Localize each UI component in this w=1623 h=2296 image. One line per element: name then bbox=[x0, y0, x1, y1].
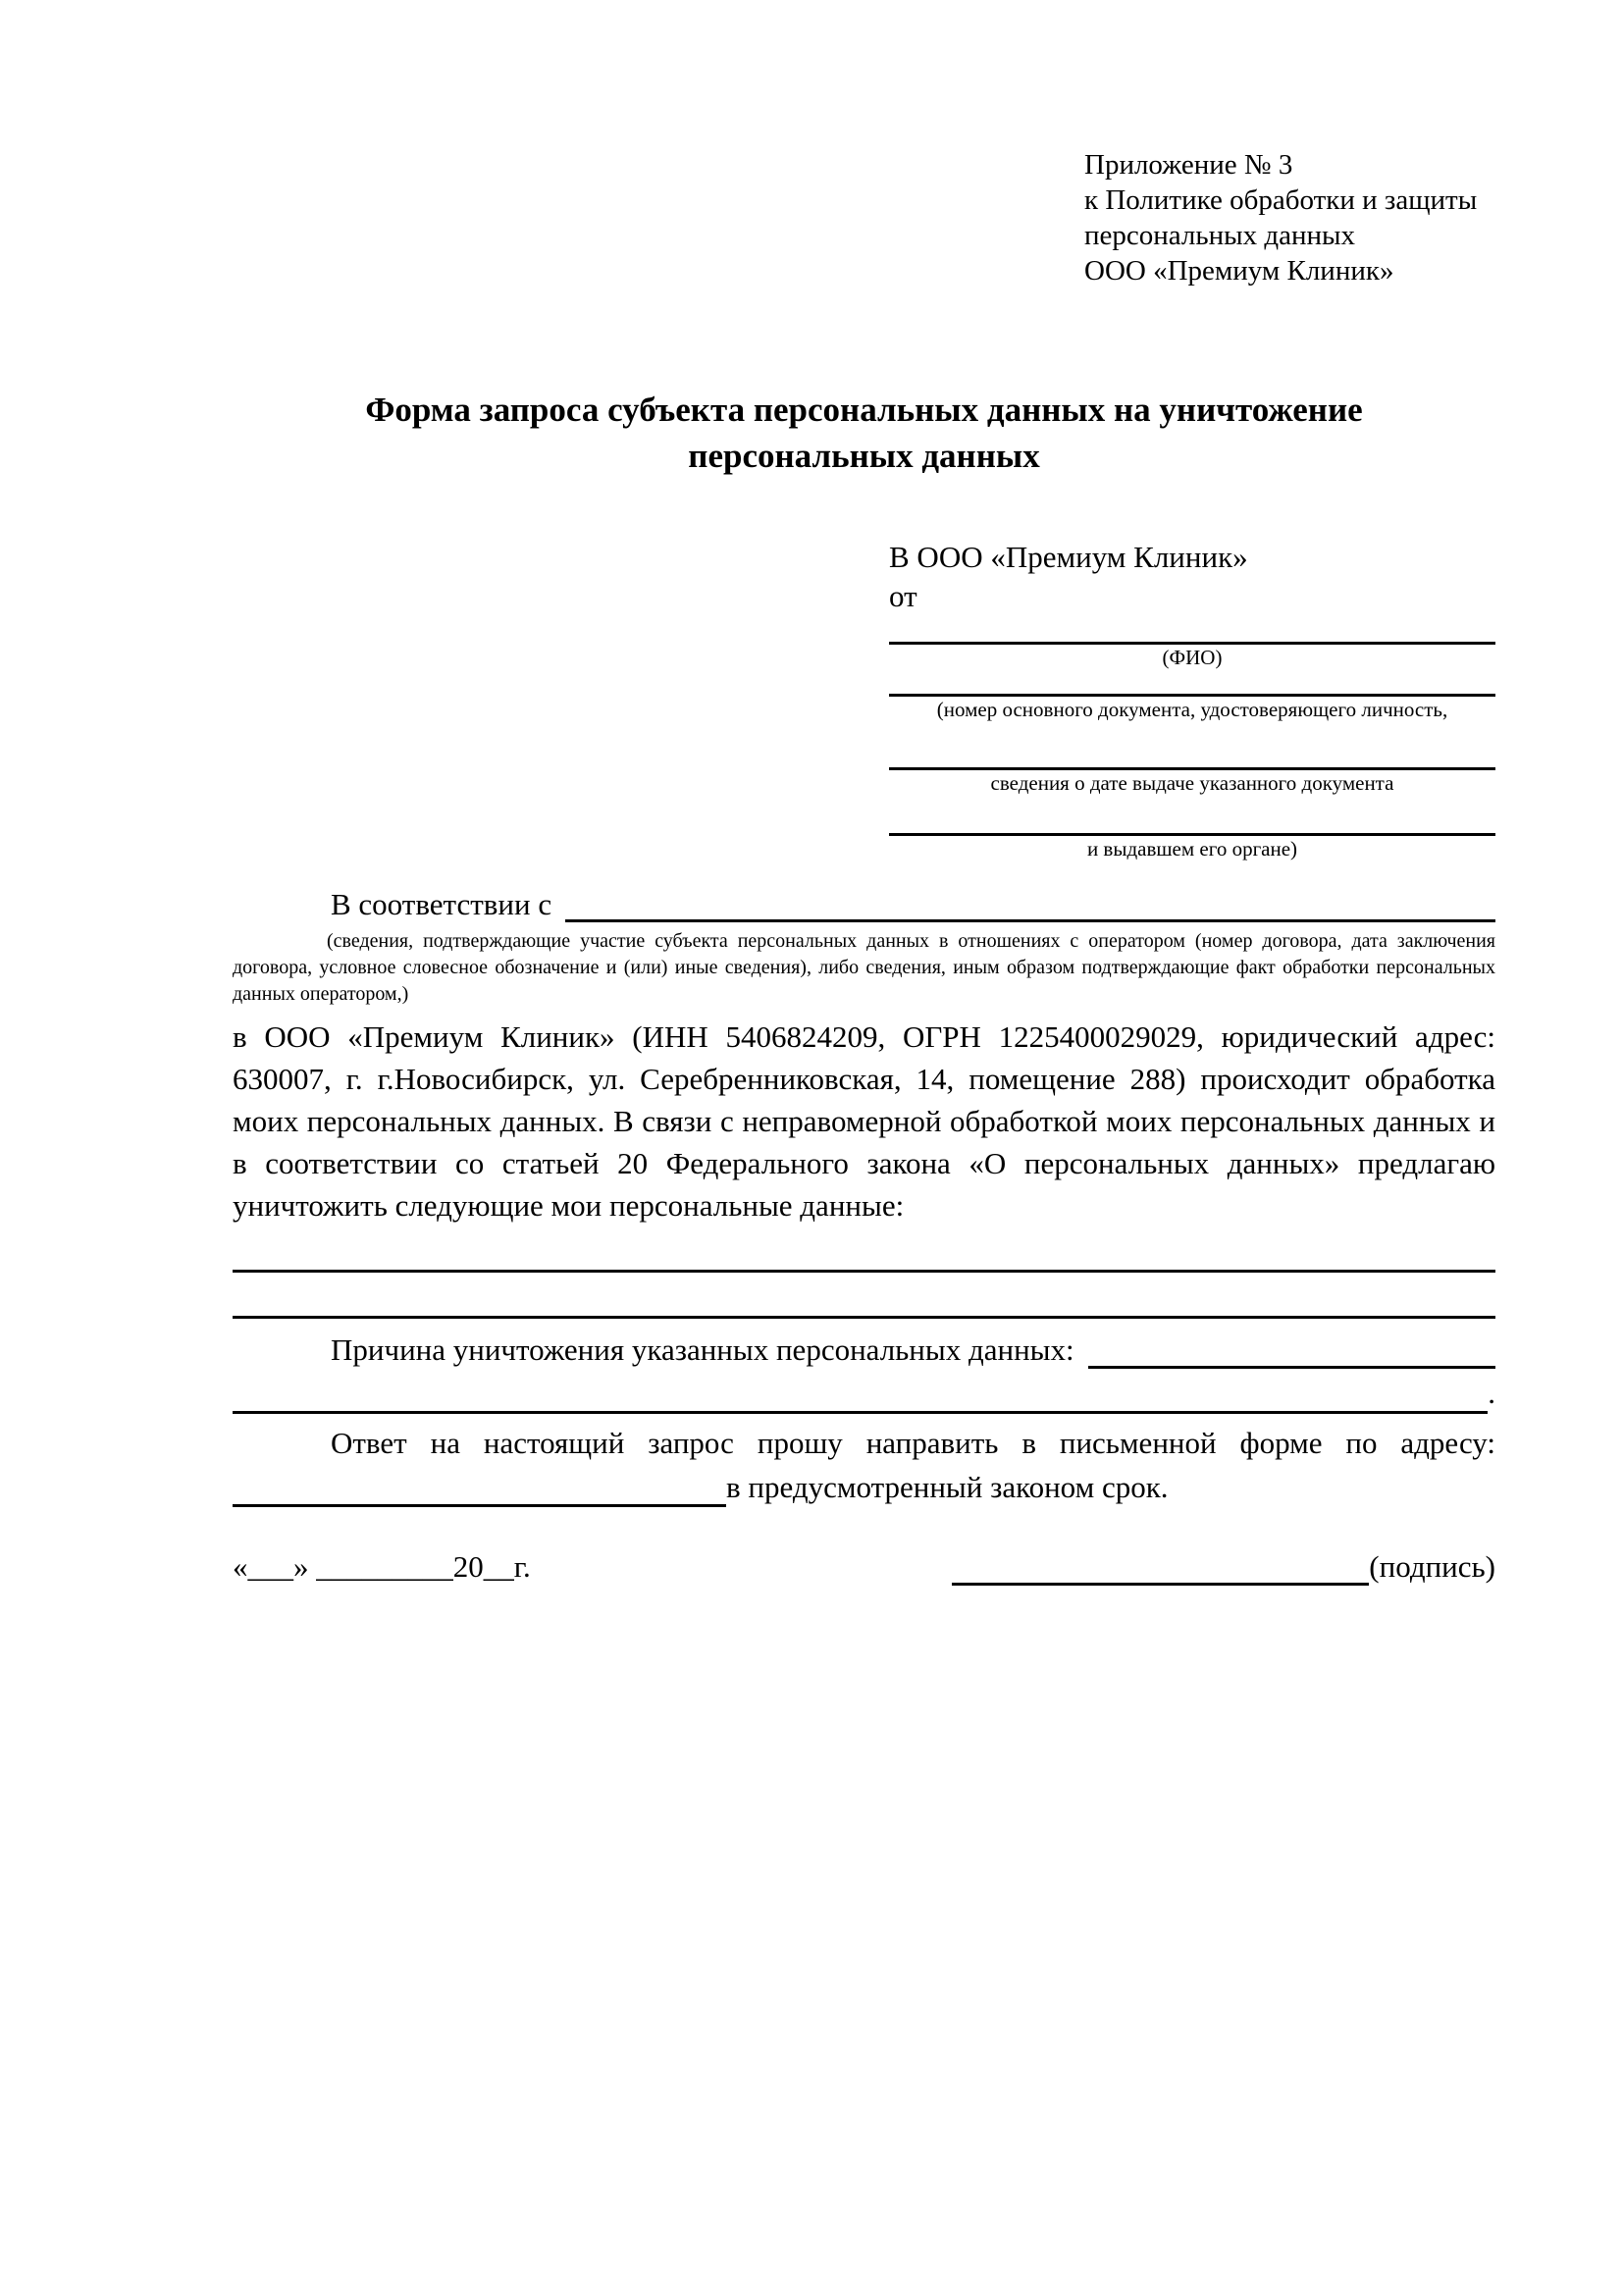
reason-label: Причина уничтожения указанных персональных данных: bbox=[331, 1332, 1074, 1367]
appendix-line-2: к Политике обработки и защиты bbox=[1084, 184, 1478, 216]
document-title: Форма запроса субъекта персональных данных на уничтожение персональных данных bbox=[365, 391, 1363, 475]
date-line[interactable]: «___» _________20__г. bbox=[233, 1549, 531, 1584]
document-number-caption: (номер основного документа, удостоверяющего личность, bbox=[936, 698, 1448, 721]
issuing-authority-caption: и выдавшем его органе) bbox=[1086, 837, 1298, 861]
reason-terminator: . bbox=[1488, 1376, 1495, 1410]
reason-row bbox=[233, 1329, 1495, 1371]
fio-caption: (ФИО) bbox=[1162, 646, 1223, 669]
reason-input-line[interactable] bbox=[1088, 1366, 1495, 1369]
addressee-from-label: от bbox=[889, 579, 917, 613]
signature-caption: (подпись) bbox=[1369, 1549, 1495, 1584]
issuing-authority-input-line[interactable] bbox=[889, 796, 1495, 836]
accordance-note: (сведения, подтверждающие участие субъекта персональных данных в отношениях с оператором (номер договора, дата заключения договора, условное словесное обозначение и (или) иные сведения), либо сведения, иным образом подтверждающие факт обработки персональных данных оператором,) bbox=[233, 930, 1495, 1005]
reason-input-line-2[interactable] bbox=[233, 1411, 1488, 1414]
main-paragraph: в ООО «Премиум Клиник» (ИНН 5406824209, ОГРН 1225400029029, юридический адрес: 630007, г. г.Новосибирск, ул. Серебренниковская, 14, помещение 288) происходит обработка моих персональных данных. В связи с неправомерной обработкой моих персональных данных и в соответствии со статьей 20 Федерального закона «О персональных данных» предлагаю уничтожить следующие мои персональные данные: bbox=[233, 1019, 1495, 1223]
response-tail: в предусмотренный законом срок. bbox=[726, 1470, 1169, 1504]
accordance-label: В соответствии с bbox=[331, 887, 552, 921]
signature-input-line[interactable] bbox=[952, 1583, 1369, 1586]
addressee-block bbox=[889, 538, 1495, 861]
date-signature-row bbox=[233, 1546, 1495, 1588]
reason-continuation-row bbox=[233, 1371, 1495, 1416]
fio-input-line[interactable] bbox=[889, 616, 1495, 645]
appendix-line-3: персональных данных bbox=[1084, 220, 1356, 251]
personal-data-input-line-1[interactable] bbox=[233, 1226, 1495, 1273]
appendix-line-1: Приложение № 3 bbox=[1084, 149, 1293, 181]
address-input-line[interactable] bbox=[233, 1504, 726, 1507]
document-date-input-line[interactable] bbox=[889, 722, 1495, 770]
response-sentence: Ответ на настоящий запрос прошу направить в письменной форме по адресу: bbox=[331, 1426, 1495, 1460]
accordance-input-line[interactable] bbox=[565, 919, 1495, 922]
document-number-input-line[interactable] bbox=[889, 670, 1495, 697]
response-continuation-row bbox=[233, 1465, 1495, 1509]
personal-data-input-line-2[interactable] bbox=[233, 1273, 1495, 1319]
appendix-line-4: ООО «Премиум Клиник» bbox=[1084, 255, 1394, 287]
accordance-row bbox=[233, 885, 1495, 924]
appendix-header bbox=[1084, 147, 1495, 288]
addressee-to: В ООО «Премиум Клиник» bbox=[889, 540, 1248, 574]
signature-area bbox=[952, 1546, 1495, 1588]
document-date-caption: сведения о дате выдаче указанного документа bbox=[990, 771, 1394, 795]
